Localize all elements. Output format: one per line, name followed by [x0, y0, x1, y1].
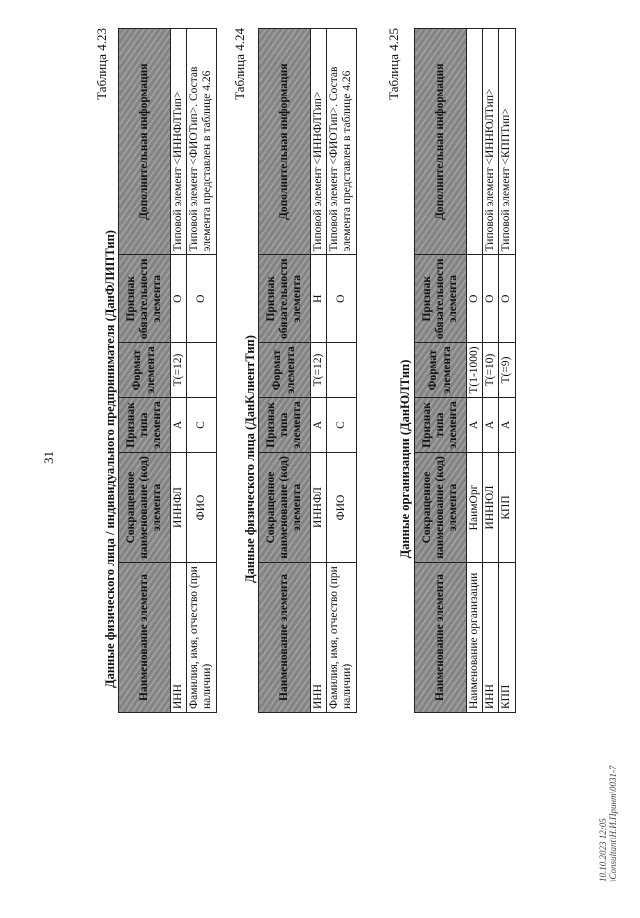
cell-name: Наименование организации [467, 563, 483, 713]
header-row [415, 29, 467, 713]
table-row [171, 29, 187, 713]
header-type: Признак типа элемента [259, 398, 311, 453]
cell-code: ФИО [327, 453, 356, 563]
stamp-line-1: 10.10.2023 12:05 [598, 818, 608, 882]
cell-required: О [467, 255, 483, 343]
table-4-25-label: Таблица 4.25 [386, 28, 401, 100]
cell-required: О [171, 255, 187, 343]
table-4-25 [414, 28, 516, 713]
header-row [119, 29, 171, 713]
header-type: Признак типа элемента [415, 398, 467, 453]
table-row [327, 29, 356, 713]
header-name: Наименование элемента [259, 563, 311, 713]
cell-format: T(=12) [311, 343, 327, 398]
table-row [499, 29, 515, 713]
header-info: Дополнительная информация [415, 29, 467, 255]
cell-code: КПП [499, 453, 515, 563]
cell-code: ФИО [187, 453, 216, 563]
cell-info: Типовой элемент <ФИОТип>. Состав элемента представлен в таблице 4.26 [187, 29, 216, 255]
cell-name: Фамилия, имя, отчество (при наличии) [187, 563, 216, 713]
print-stamp [598, 766, 619, 882]
cell-required: О [499, 255, 515, 343]
header-format: Формат элемента [119, 343, 171, 398]
cell-code: ИННФЛ [171, 453, 187, 563]
cell-name: ИНН [311, 563, 327, 713]
cell-name: ИНН [483, 563, 499, 713]
cell-name: ИНН [171, 563, 187, 713]
cell-info: Типовой элемент <ИННЮЛТип> [483, 29, 499, 255]
cell-format: T(=10) [483, 343, 499, 398]
table-4-24-label: Таблица 4.24 [232, 28, 247, 100]
table-row [483, 29, 499, 713]
stamp-line-2: \Consultant\Н.И.Принт\0031-7 [608, 765, 619, 882]
header-info: Дополнительная информация [119, 29, 171, 255]
header-code: Сокращенное наименование (код) элемента [259, 453, 311, 563]
table-4-25-title: Данные организации (ДанЮЛТип) [398, 359, 412, 559]
cell-info: Типовой элемент <ИННФЛТип> [311, 29, 327, 255]
cell-format [327, 343, 356, 398]
header-name: Наименование элемента [119, 563, 171, 713]
cell-code: ИННФЛ [311, 453, 327, 563]
cell-type: С [327, 398, 356, 453]
table-row [467, 29, 483, 713]
cell-code: НаимОрг [467, 453, 483, 563]
cell-code: ИННЮЛ [483, 453, 499, 563]
header-format: Формат элемента [415, 343, 467, 398]
cell-type: А [311, 398, 327, 453]
table-4-23 [118, 28, 217, 713]
page-number: 31 [41, 451, 56, 464]
table-4-24 [258, 28, 357, 713]
header-required: Признак обязательности элемента [415, 255, 467, 343]
cell-info [467, 29, 483, 255]
table-4-23-label: Таблица 4.23 [94, 28, 109, 100]
cell-name: КПП [499, 563, 515, 713]
cell-info: Типовой элемент <ИННФЛТип> [171, 29, 187, 255]
header-required: Признак обязательности элемента [259, 255, 311, 343]
table-4-23-title: Данные физического лица / индивидуального предпринимателя (ДанФЛИПТип) [103, 230, 117, 688]
cell-type: А [499, 398, 515, 453]
cell-name: Фамилия, имя, отчество (при наличии) [327, 563, 356, 713]
cell-required: О [327, 255, 356, 343]
header-type: Признак типа элемента [119, 398, 171, 453]
cell-required: Н [311, 255, 327, 343]
header-format: Формат элемента [259, 343, 311, 398]
cell-required: О [483, 255, 499, 343]
cell-format: T(=12) [171, 343, 187, 398]
header-required: Признак обязательности элемента [119, 255, 171, 343]
header-code: Сокращенное наименование (код) элемента [119, 453, 171, 563]
table-row [311, 29, 327, 713]
cell-type: А [483, 398, 499, 453]
table-row [187, 29, 216, 713]
cell-required: О [187, 255, 216, 343]
cell-format [187, 343, 216, 398]
cell-info: Типовой элемент <ФИОТип>. Состав элемента представлен в таблице 4.26 [327, 29, 356, 255]
cell-type: С [187, 398, 216, 453]
cell-format: T(=9) [499, 343, 515, 398]
header-row [259, 29, 311, 713]
cell-format: T(1-1000) [467, 343, 483, 398]
cell-type: А [171, 398, 187, 453]
table-4-24-title: Данные физического лица (ДанКлиентТип) [243, 335, 257, 583]
cell-type: А [467, 398, 483, 453]
header-name: Наименование элемента [415, 563, 467, 713]
header-info: Дополнительная информация [259, 29, 311, 255]
header-code: Сокращенное наименование (код) элемента [415, 453, 467, 563]
cell-info: Типовой элемент <КППТип> [499, 29, 515, 255]
